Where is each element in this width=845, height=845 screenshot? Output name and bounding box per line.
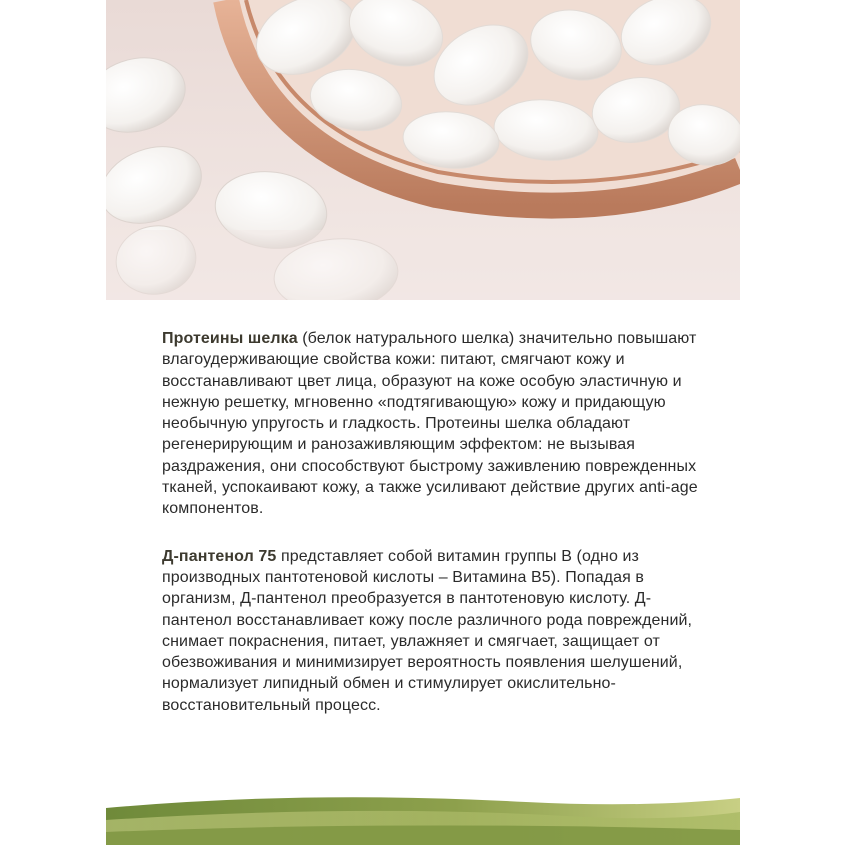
silk-proteins-title: Протеины шелка [162, 330, 298, 347]
silk-cocoons-photo [106, 0, 740, 300]
silk-proteins-paragraph [162, 328, 702, 520]
green-hills-band [106, 790, 740, 845]
d-panthenol-description: представляет собой витамин группы B (одно из производных пантотеновой кислоты – Витамина B5). Попадая в организм, Д-пантенол преобразуется в пантотеновую кислоту. Д-пантенол восстанавливает кожу после различного рода повреждений, снимает покраснения, питает, увлажняет и смягчает, защищает от обезвоживания и минимизирует вероятность появления шелушений, нормализует липидный обмен и стимулирует окислительно-восстановительный процесс. [162, 547, 693, 714]
silk-proteins-description: (белок натурального шелка) значительно повышают влагоудерживающие свойства кожи: питают, смягчают кожу и восстанавливают цвет лица, образуют на коже особую эластичную и нежную решетку, мгновенно «подтягивающую» кожу и придающую необычную упругость и гладкость. Протеины шелка обладают регенерирующим и ранозаживляющим эффектом: не вызывая раздражения, они способствуют быстрому заживлению поврежденных тканей, успокаивают кожу, а также усиливают действие других anti-age компонентов. [162, 330, 698, 518]
ingredients-text [162, 328, 702, 716]
d-panthenol-title: Д-пантенол 75 [162, 547, 277, 565]
d-panthenol-paragraph [162, 546, 702, 716]
green-hills-icon [106, 790, 740, 845]
silk-cocoons-illustration [106, 0, 740, 300]
